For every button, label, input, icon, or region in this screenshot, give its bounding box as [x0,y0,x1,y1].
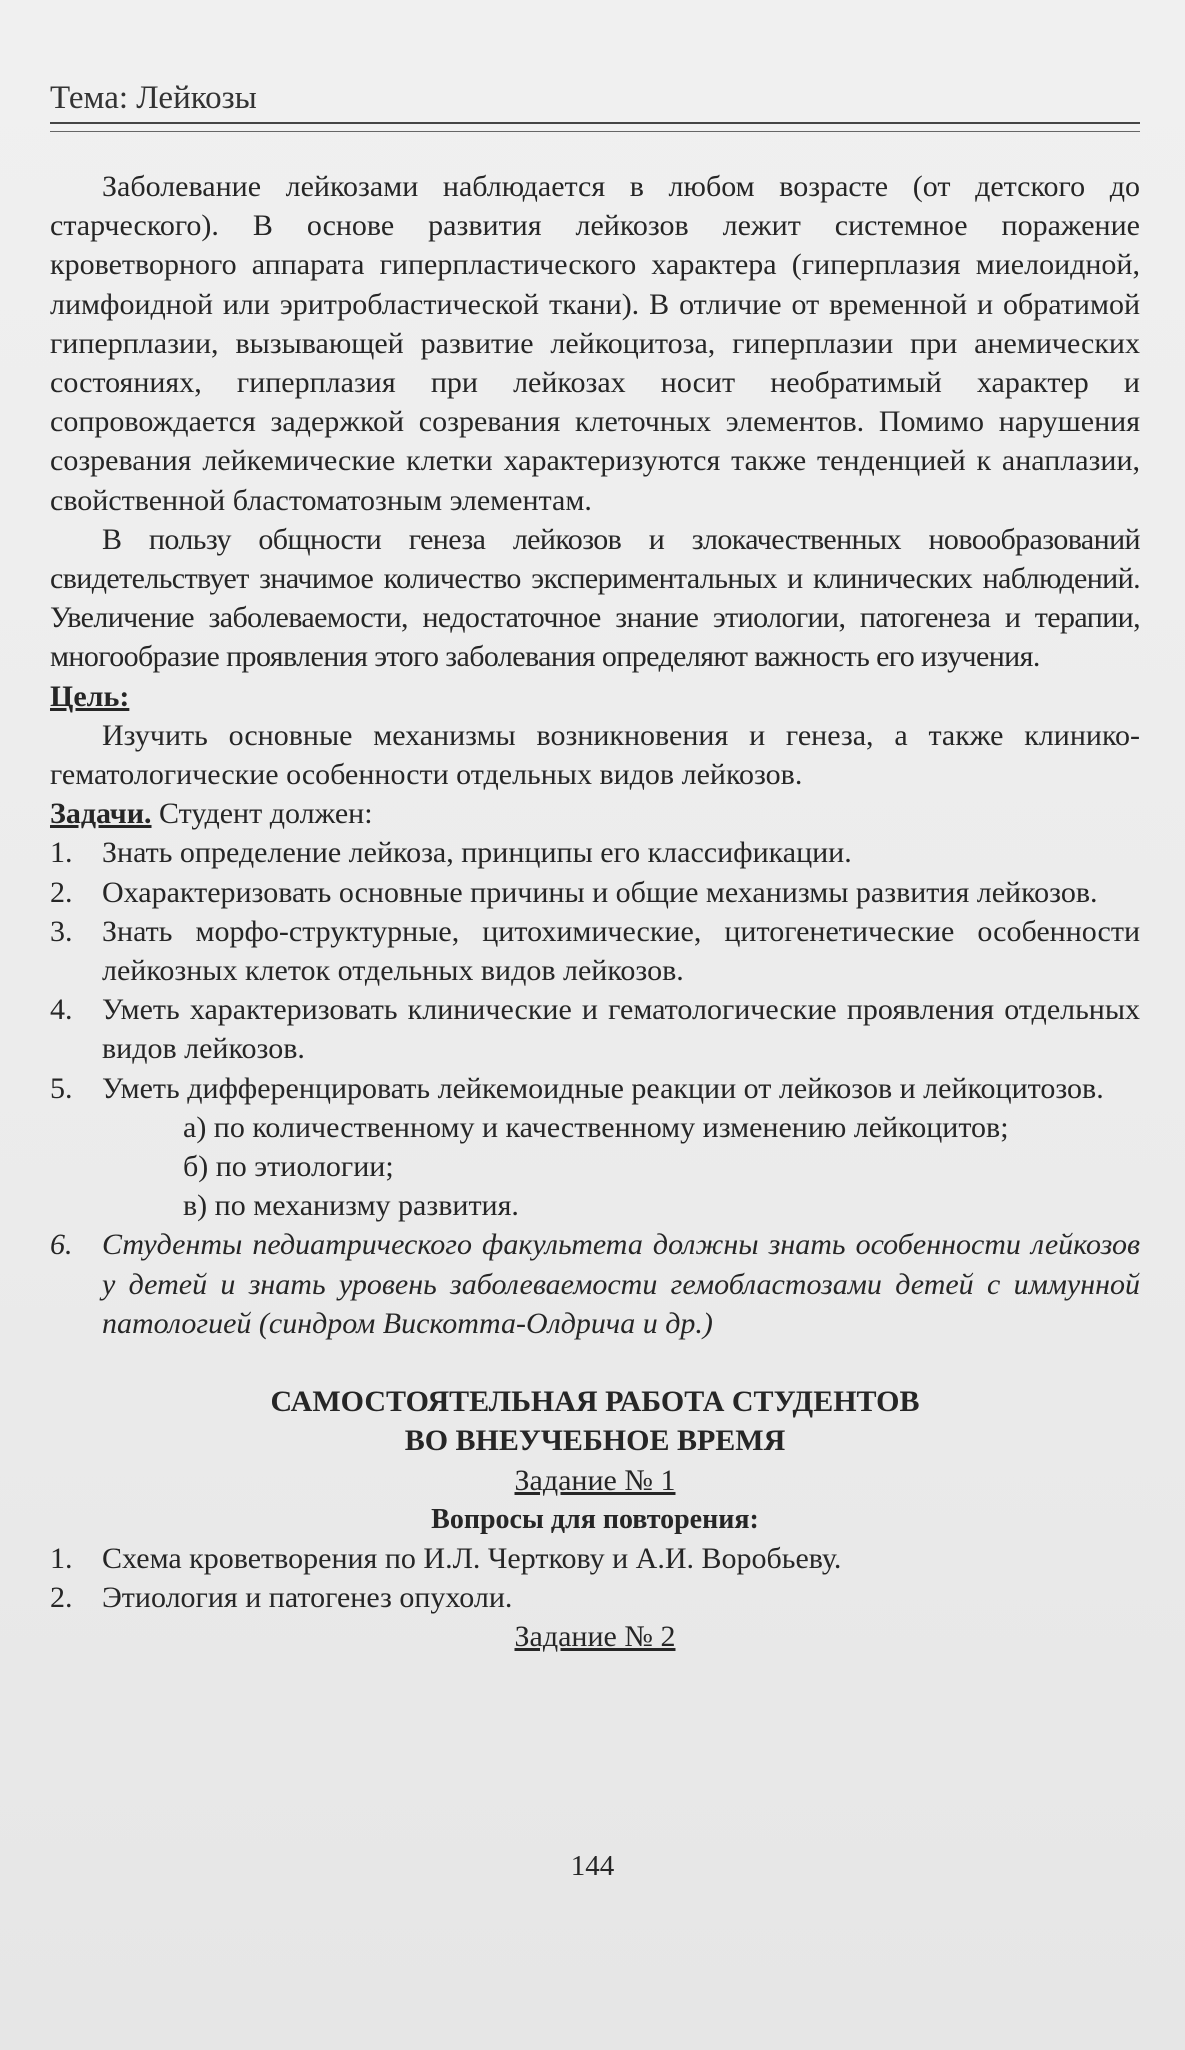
intro-paragraph-2: В пользу общности генеза лейкозов и злокачественных новообразований свидетельствует значимое количество экспериментальных и клинических наблюдений. Увеличение заболеваемости, недостаточное знание этиологии, патогенеза и терапии, многообразие проявления этого заболевания определяют важность его изучения. [50,522,1140,674]
task-subitem: в) по механизму развития. [183,1189,519,1223]
questions-list [50,1539,1140,1617]
task-text: Знать морфо-структурные, цитохимические, цитогенетические особенности лейкозных клеток отдельных видов лейкозов. [102,914,1140,988]
task-text: Знать определение лейкоза, принципы его классификации. [102,836,852,870]
task-text: Охарактеризовать основные причины и общие механизмы развития лейкозов. [102,875,1098,909]
tasks-label: Задачи. [50,797,152,831]
questions-label: Вопросы для повторения: [431,1503,759,1535]
question-text: Этиология и патогенез опухоли. [102,1581,513,1615]
page-content [50,167,1140,1657]
question-number: 1. [50,1541,73,1575]
task-text: Уметь дифференцировать лейкемоидные реакции от лейкозов и лейкоцитозов. [102,1071,1104,1105]
task-2-label: Задание № 2 [514,1620,676,1654]
task-subitem: а) по количественному и качественному изменению лейкоцитов; [183,1110,1009,1144]
task-item [50,990,1140,1068]
task-number: 3. [50,914,73,948]
task-number: 4. [50,993,73,1027]
intro-paragraph-1: Заболевание лейкозами наблюдается в любом возрасте (от детского до старческого). В основе развития лейкозов лежит системное поражение кроветворного аппарата гиперпластического характера (гиперплазия миелоидной, лимфоидной или эритробластической ткани). В отличие от временной и обратимой гиперплазии, вызывающей развитие лейкоцитоза, гиперплазии при анемических состояниях, гиперплазия при лейкозах носит необратимый характер и сопровождается задержкой созревания клеточных элементов. Помимо нарушения созревания лейкемические клетки характеризуются также тенденцией к анаплазии, свойственной бластоматозным элементам. [50,170,1140,517]
task-text: Студенты педиатрического факультета должны знать особенности лейкозов у детей и знать уровень заболеваемости гемобластозами детей с иммунной патологией (синдром Вискотта-Олдрича и др.) [102,1228,1140,1340]
header-rule-thin [50,131,1140,132]
task-item [50,873,1140,912]
section-title-line-1: САМОСТОЯТЕЛЬНАЯ РАБОТА СТУДЕНТОВ [270,1385,920,1419]
task-item [50,1069,1140,1108]
question-item [50,1539,1140,1578]
tasks-heading [50,794,1140,833]
task-number: 1. [50,836,73,870]
task-number: 2. [50,875,73,909]
goal-text: Изучить основные механизмы возникновения и генеза, а также клинико-гематологические особенности отдельных видов лейкозов. [50,718,1140,792]
header-rule-thick [50,122,1140,124]
task-number: 6. [50,1228,73,1262]
tasks-list [50,833,1140,1107]
question-number: 2. [50,1581,73,1615]
section-title-line-2: ВО ВНЕУЧЕБНОЕ ВРЕМЯ [404,1424,786,1458]
task-subitem: б) по этиологии; [183,1150,394,1184]
task-item [50,912,1140,990]
goal-label: Цель: [50,679,130,713]
task-item [50,833,1140,872]
spacer [50,1343,1140,1382]
tasks-lead: Студент должен: [151,797,373,831]
tasks-list-continued [50,1225,1140,1343]
task-number: 5. [50,1071,73,1105]
question-text: Схема кроветворения по И.Л. Черткову и А.И. Воробьеву. [102,1541,842,1575]
task-text: Уметь характеризовать клинические и гематологические проявления отдельных видов лейкозов. [102,993,1140,1066]
question-item [50,1578,1140,1617]
page-number: 144 [570,1850,615,1882]
task-1-label: Задание № 1 [514,1463,676,1497]
page-header-title: Тема: Лейкозы [50,80,257,116]
task-item [50,1225,1140,1343]
